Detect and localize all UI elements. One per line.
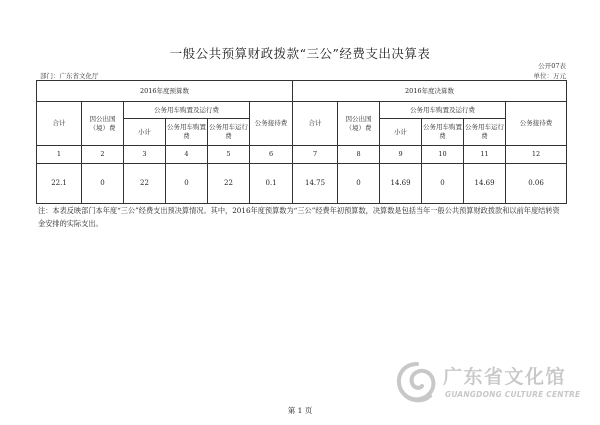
budget-reception-header: 公务接待费 bbox=[250, 102, 293, 146]
table-cell: 14.69 bbox=[464, 164, 506, 204]
table-cell: 14.75 bbox=[293, 164, 338, 204]
final-vehicle-purchase-header: 公务用车购置费 bbox=[422, 119, 464, 146]
budget-total-header: 合计 bbox=[37, 102, 82, 146]
budget-vehicle-operation-header: 公务用车运行费 bbox=[208, 119, 250, 146]
table-header-row bbox=[37, 102, 567, 119]
budget-vehicle-group-header: 公务用车购置及运行费 bbox=[124, 102, 250, 119]
final-total-header: 合计 bbox=[293, 102, 338, 146]
final-group-header: 2016年度决算数 bbox=[293, 81, 567, 102]
final-subtotal-header: 小计 bbox=[380, 119, 422, 146]
table-cell: 22 bbox=[124, 164, 166, 204]
column-number: 11 bbox=[464, 146, 506, 164]
column-number-row bbox=[37, 146, 567, 164]
three-public-expense-table bbox=[36, 80, 567, 204]
table-cell: 0 bbox=[82, 164, 124, 204]
column-number: 7 bbox=[293, 146, 338, 164]
final-vehicle-group-header: 公务用车购置及运行费 bbox=[380, 102, 506, 119]
unit-label: 单位：万元 bbox=[533, 72, 566, 80]
table-cell: 22 bbox=[208, 164, 250, 204]
column-number: 8 bbox=[338, 146, 380, 164]
table-cell: 14.69 bbox=[380, 164, 422, 204]
final-reception-header: 公务接待费 bbox=[506, 102, 567, 146]
column-number: 10 bbox=[422, 146, 464, 164]
column-number: 2 bbox=[82, 146, 124, 164]
column-number: 1 bbox=[37, 146, 82, 164]
column-number: 4 bbox=[166, 146, 208, 164]
budget-abroad-header: 因公出国（境）费 bbox=[82, 102, 124, 146]
table-cell: 0.06 bbox=[506, 164, 567, 204]
table-notes: 注：本表反映部门本年度“三公”经费支出预决算情况。其中，2016年度预算数为“三公”经费年初预算数，决算数是包括当年一般公共预算财政拨款和以前年度结转资金安排的实际支出。 bbox=[38, 206, 560, 228]
table-cell: 0 bbox=[422, 164, 464, 204]
swirl-logo-icon bbox=[393, 358, 441, 406]
final-vehicle-operation-header: 公务用车运行费 bbox=[464, 119, 506, 146]
table-cell: 0 bbox=[166, 164, 208, 204]
table-cell: 22.1 bbox=[37, 164, 82, 204]
final-abroad-header: 因公出国（境）费 bbox=[338, 102, 380, 146]
column-number: 5 bbox=[208, 146, 250, 164]
budget-vehicle-purchase-header: 公务用车购置费 bbox=[166, 119, 208, 146]
table-cell: 0.1 bbox=[250, 164, 293, 204]
watermark-english-text: GUANGDONG CULTURE CENTRE bbox=[445, 390, 581, 399]
table-group-header-row bbox=[37, 81, 567, 102]
column-number: 9 bbox=[380, 146, 422, 164]
department-label: 部门：广东省文化厅 bbox=[40, 72, 99, 80]
column-number: 12 bbox=[506, 146, 567, 164]
page-number: 第 1 页 bbox=[287, 406, 313, 415]
form-code-label: 公开07表 bbox=[538, 62, 566, 70]
table-cell: 0 bbox=[338, 164, 380, 204]
column-number: 3 bbox=[124, 146, 166, 164]
budget-group-header: 2016年度预算数 bbox=[37, 81, 293, 102]
watermark-chinese-text: 广东省文化馆 bbox=[443, 366, 567, 388]
column-number: 6 bbox=[250, 146, 293, 164]
table-row bbox=[37, 164, 567, 204]
budget-subtotal-header: 小计 bbox=[124, 119, 166, 146]
page-title: 一般公共预算财政拨款“三公”经费支出决算表 bbox=[169, 46, 431, 61]
watermark-logo bbox=[393, 358, 583, 406]
